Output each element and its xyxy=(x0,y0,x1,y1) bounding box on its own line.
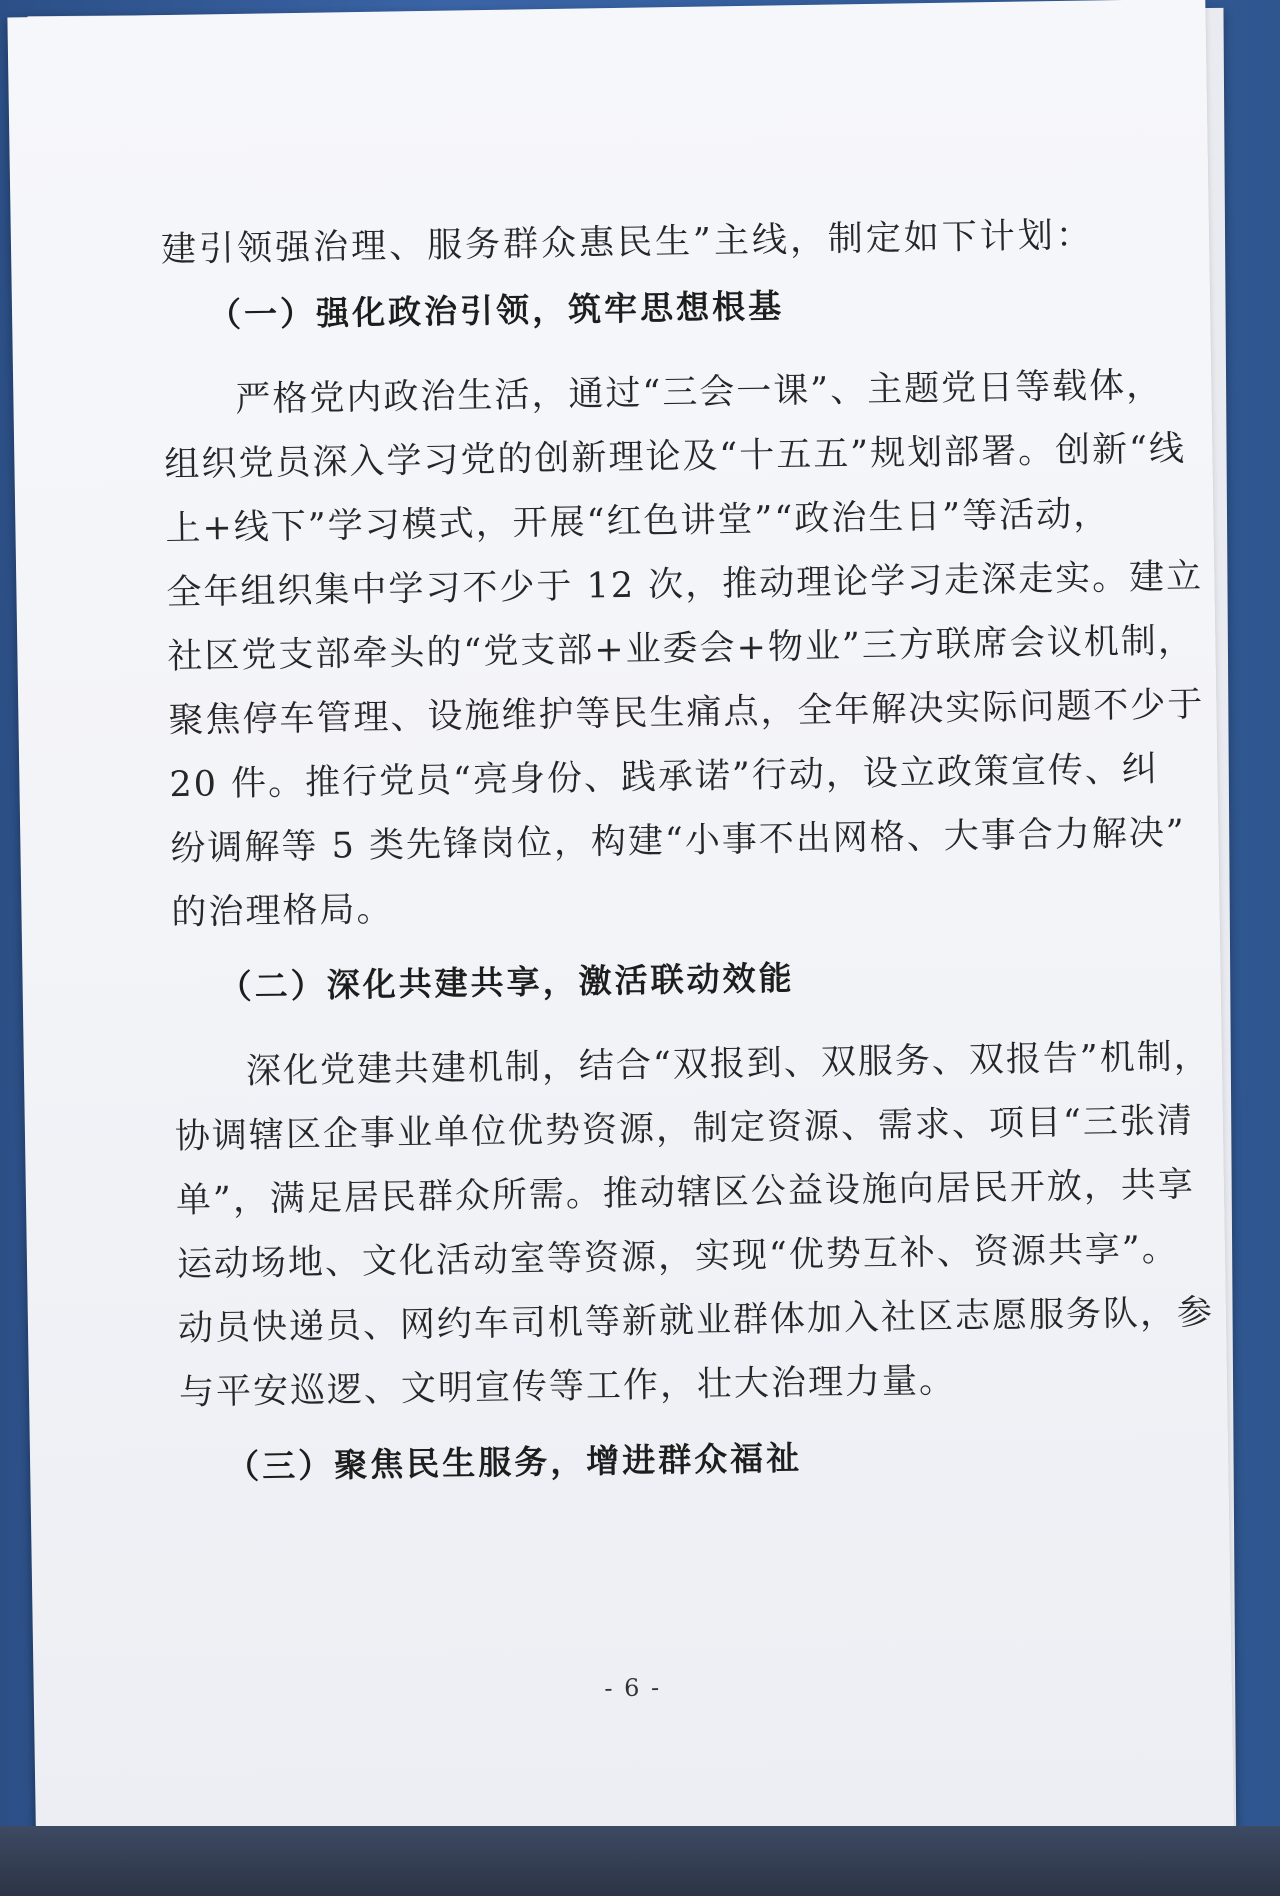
text-line: 协调辖区企事业单位优势资源，制定资源、需求、项目“三张清 xyxy=(174,1101,1195,1158)
section-heading-2: （二）深化共建共享，激活联动效能 xyxy=(218,958,795,1007)
document-page xyxy=(7,0,1234,1885)
text-line: 全年组织集中学习不少于 12 次，推动理论学习走深走实。建立 xyxy=(166,556,1204,614)
page-number: - 6 - xyxy=(604,1673,662,1703)
text-line: 的治理格局。 xyxy=(171,889,394,934)
text-line: 社区党支部牵头的“党支部+业委会+物业”三方联席会议机制， xyxy=(167,620,1196,678)
text-line: 单”，满足居民群众所需。推动辖区公益设施向居民开放，共享 xyxy=(175,1165,1196,1222)
section-2-paragraph xyxy=(174,1025,1215,1425)
text-line: 组织党员深入学习党的创新理论及“十五五”规划部署。创新“线 xyxy=(164,429,1187,486)
lead-line: 建引领强治理、服务群众惠民生”主线，制定如下计划： xyxy=(160,215,1095,271)
text-line: 动员快递员、网约车司机等新就业群体加入社区志愿服务队，参 xyxy=(177,1292,1215,1350)
text-line: 20 件。推行党员“亮身份、践承诺”行动，设立政策宣传、纠 xyxy=(169,749,1160,806)
document-body xyxy=(160,209,1215,1521)
section-heading-3: （三）聚焦民生服务，增进群众福祉 xyxy=(225,1438,803,1487)
text-line: 深化党建共建机制，结合“双报到、双服务、双报告”机制， xyxy=(245,1036,1211,1092)
text-line: 聚焦停车管理、设施维护等民生痛点，全年解决实际问题不少于 xyxy=(168,684,1205,742)
desk-surface xyxy=(0,1826,1280,1896)
section-1-paragraph xyxy=(163,353,1205,945)
text-line: 纷调解等 5 类先锋岗位，构建“小事不出网格、大事合力解决” xyxy=(170,813,1186,870)
text-line: 严格党内政治生活，通过“三会一课”、主题党日等载体， xyxy=(235,365,1164,420)
section-heading-1: （一）强化政治引领，筑牢思想根基 xyxy=(207,286,785,335)
text-line: 运动场地、文化活动室等资源，实现“优势互补、资源共享”。 xyxy=(176,1229,1180,1286)
text-line: 上+线下”学习模式，开展“红色讲堂”“政治生日”等活动， xyxy=(165,494,1111,550)
text-line: 与平安巡逻、文明宣传等工作，壮大治理力量。 xyxy=(178,1360,957,1413)
